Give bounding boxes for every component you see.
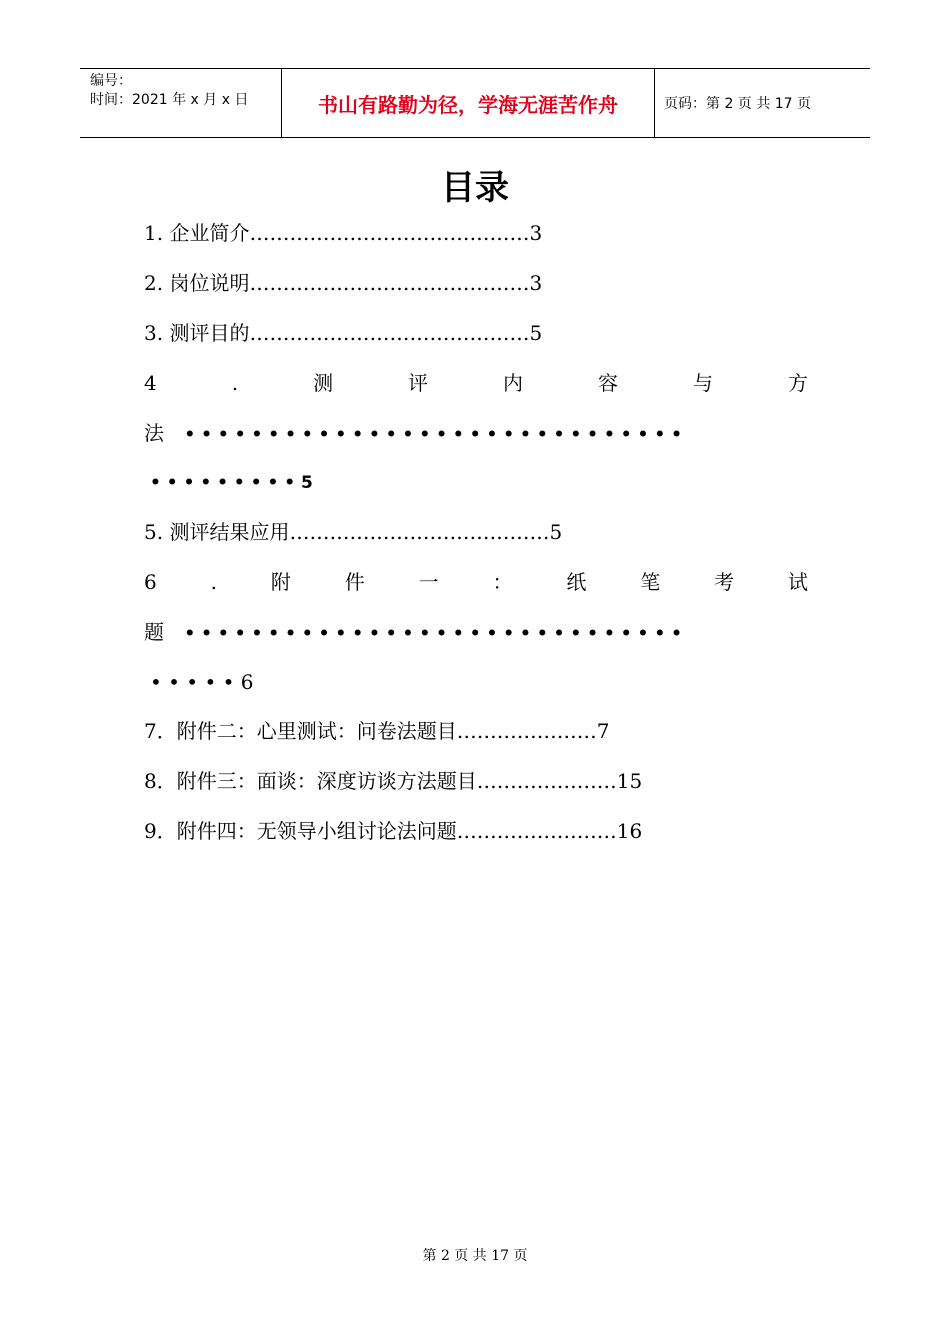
toc-entry-8: 8．附件三：面谈：深度访谈方法题目…………………15 [144,769,643,793]
toc-entry-6-char: ： [492,570,513,594]
toc-entry-4-char: 方 [787,371,808,395]
page-header [80,68,870,138]
toc-entry-9: 9．附件四：无领导小组讨论法问题……………………16 [144,819,643,843]
toc-entry-4-label: 法 [144,421,164,445]
toc-entry-4-line-2 [144,418,808,448]
header-page-info: 页码：第 2 页 共 17 页 [664,96,811,112]
toc-entry-6-char: 6 [144,570,157,594]
toc-entry-3: 3. 测评目的……………………………………5 [144,321,543,345]
toc-entry-7: 7．附件二：心里测试：问卷法题目…………………7 [144,719,610,743]
document-date-label: 时间：2021 年 x 月 x 日 [90,92,249,108]
toc-entry-4-line-3: • • • • • • • • • 5 [150,473,313,493]
toc-entry-6-char: 纸 [566,570,587,594]
document-number-label: 编号： [90,73,132,89]
toc-entry-6-char: 考 [714,570,735,594]
toc-entry-6-char: 试 [787,570,808,594]
toc-entry-4-char: 容 [598,371,619,395]
toc-entry-6-line-1 [144,567,808,597]
toc-entry-2: 2. 岗位说明……………………………………3 [144,271,543,295]
toc-entry-6-char: 笔 [640,570,661,594]
toc-entry-4-char: 4 [144,371,157,395]
toc-entry-4-char: 内 [503,371,524,395]
toc-entry-1: 1. 企业简介……………………………………3 [144,221,543,245]
toc-entry-6-char: . [210,570,217,594]
toc-entry-6-leader: • • • • • • • • • • • • • • • • • • • • • • • • • • • • • • [184,624,682,644]
toc-entry-6-char: 件 [344,570,365,594]
toc-entry-4-leader: • • • • • • • • • • • • • • • • • • • • • • • • • • • • • • [184,425,682,445]
toc-entry-6-line-2 [144,617,808,647]
toc-entry-4-line-1 [144,368,808,398]
header-motto: 书山有路勤为径，学海无涯苦作舟 [318,92,618,117]
page-footer: 第 2 页 共 17 页 [422,1248,528,1264]
toc-entry-4-char: 与 [693,371,713,395]
toc-entry-4-char: 评 [408,371,429,395]
toc-entry-6-char: 附 [270,570,291,594]
header-meta [90,72,248,110]
toc-entry-4-char: 测 [313,371,334,395]
toc-entry-6-label: 题 [144,620,164,644]
toc-entry-6-char: 一 [418,570,439,594]
toc-entry-6-line-3: • • • • • 6 [150,670,254,694]
toc-entry-5: 5. 测评结果应用…………………………………5 [144,520,563,544]
header-divider-right [654,69,655,137]
toc-entry-4-char: . [231,371,239,395]
page-title: 目录 [441,168,509,208]
